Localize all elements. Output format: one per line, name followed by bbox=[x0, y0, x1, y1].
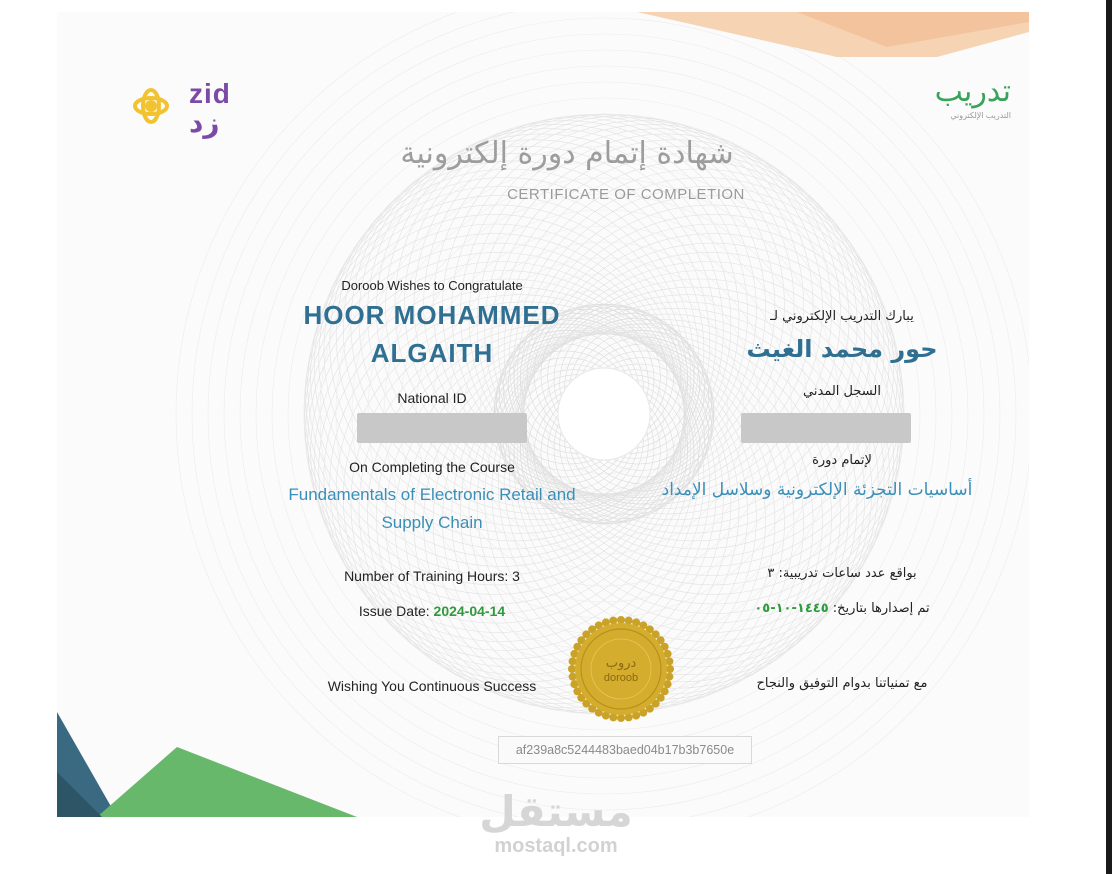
issue-date-arabic bbox=[677, 601, 1007, 616]
national-id-label-arabic: السجل المدني bbox=[803, 384, 881, 399]
frame-edge bbox=[1106, 0, 1112, 874]
training-hours-arabic: بواقع عدد ساعات تدريبية: ٣ bbox=[767, 566, 917, 581]
issue-date-value: 2024-04-14 bbox=[433, 603, 506, 619]
seal-text-arabic: دروب bbox=[605, 656, 637, 671]
certificate-title-arabic: شهادة إتمام دورة إلكترونية bbox=[400, 136, 734, 171]
issue-date-label: Issue Date: bbox=[358, 603, 434, 619]
watermark-latin: mostaql.com bbox=[494, 835, 618, 857]
national-id-redacted-arabic bbox=[741, 413, 911, 443]
certificate bbox=[57, 12, 1029, 817]
course-name-line2: Supply Chain bbox=[381, 513, 483, 532]
wishing-text-english: Wishing You Continuous Success bbox=[327, 678, 537, 694]
corner-decoration-top-right bbox=[637, 12, 1029, 57]
congratulate-text-arabic: يبارك التدريب الإلكتروني لـ bbox=[770, 309, 914, 324]
national-id-label-english: National ID bbox=[397, 390, 467, 406]
issue-date-label-arabic: تم إصدارها بتاريخ: bbox=[828, 601, 930, 616]
completing-label-arabic: لإتمام دورة bbox=[812, 453, 872, 468]
issue-date-english bbox=[269, 603, 595, 619]
verification-hash: af239a8c5244483baed04b17b3b7650e bbox=[498, 736, 752, 764]
wishing-text-arabic: مع تمنياتنا بدوام التوفيق والنجاح bbox=[756, 676, 928, 691]
course-name-english bbox=[269, 481, 595, 537]
zid-latin-text: zid bbox=[189, 78, 231, 109]
congratulate-text-english: Doroob Wishes to Congratulate bbox=[341, 278, 523, 293]
course-name-arabic: أساسيات التجزئة الإلكترونية وسلاسل الإمداد bbox=[661, 480, 973, 500]
recipient-name-arabic: حور محمد الغيث bbox=[746, 335, 938, 363]
tadreeb-title: تدريب bbox=[934, 74, 1011, 109]
recipient-name-line1: HOOR MOHAMMED bbox=[303, 300, 561, 330]
tadreeb-subtitle: التدريب الإلكتروني bbox=[950, 111, 1011, 120]
training-hours-english: Number of Training Hours: 3 bbox=[344, 568, 520, 584]
seal-text-latin: doroob bbox=[603, 672, 639, 684]
doroob-seal-icon bbox=[567, 615, 675, 723]
national-id-redacted-english bbox=[357, 413, 527, 443]
tadreeb-logo bbox=[935, 74, 1011, 120]
watermark-arabic: مستقل bbox=[479, 787, 633, 836]
certificate-title-english: CERTIFICATE OF COMPLETION bbox=[507, 186, 745, 203]
issue-date-value-arabic: ١٤٤٥-١٠-٠٥ bbox=[754, 601, 829, 616]
course-name-line1: Fundamentals of Electronic Retail and bbox=[288, 485, 576, 504]
zid-arabic-text: زد bbox=[189, 107, 220, 138]
recipient-name-english bbox=[269, 296, 595, 372]
completing-label-english: On Completing the Course bbox=[349, 459, 515, 475]
recipient-name-line2: ALGAITH bbox=[370, 338, 494, 368]
